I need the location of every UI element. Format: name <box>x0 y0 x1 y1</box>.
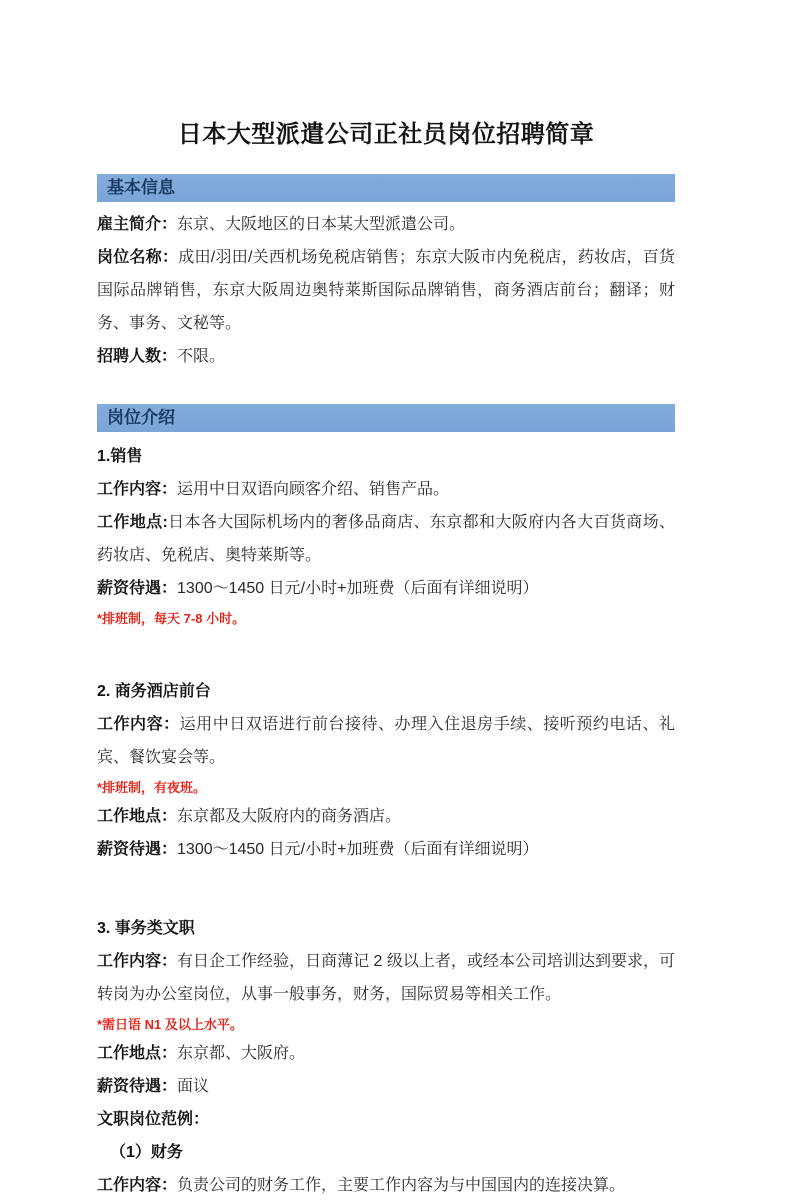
job-hotel-salary-row <box>97 833 675 866</box>
job-sales-salary-row <box>97 572 675 605</box>
position-row <box>97 241 675 340</box>
content-label: 工作内容： <box>97 716 180 733</box>
job-sales-location-row <box>97 506 675 572</box>
job-hotel-content-row <box>97 708 675 774</box>
position-value: 成田/羽田/关西机场免税店销售；东京大阪市内免税店，药妆店，百货国际品牌销售，东京大阪周边奥特莱斯国际品牌销售，商务酒店前台；翻译；财务、事务、文秘等。 <box>97 249 675 332</box>
employer-label: 雇主简介： <box>97 216 178 233</box>
job-hotel-location-row <box>97 800 675 833</box>
location-value: 东京都、大阪府。 <box>177 1045 306 1062</box>
headcount-row <box>97 340 675 373</box>
location-label: 工作地点： <box>97 1045 178 1062</box>
job-hotel-front-desk <box>97 675 675 866</box>
salary-value: 1300～1450 日元/小时+加班费（后面有详细说明） <box>177 841 539 858</box>
content-label: 工作内容： <box>97 953 178 970</box>
job-clerical-content-row <box>97 945 675 1011</box>
content-value: 运用中日双语向顾客介绍、销售产品。 <box>177 481 450 498</box>
job-clerical-note: *需日语 N1 及以上水平。 <box>97 1017 243 1032</box>
job-clerical-heading: 3. 事务类文职 <box>97 920 195 937</box>
location-label: 工作地点： <box>97 808 178 825</box>
job-hotel-note: *排班制，有夜班。 <box>97 780 207 795</box>
headcount-value: 不限。 <box>177 348 226 365</box>
location-value: 东京都及大阪府内的商务酒店。 <box>177 808 402 825</box>
section-header-basic-info: 基本信息 <box>97 174 675 202</box>
position-label: 岗位名称： <box>97 249 179 266</box>
headcount-label: 招聘人数： <box>97 348 178 365</box>
salary-label: 薪资待遇： <box>97 580 178 597</box>
content-value: 运用中日双语进行前台接待、办理入住退房手续、接听预约电话、礼宾、餐饮宴会等。 <box>97 716 675 766</box>
location-label: 工作地点: <box>97 514 168 531</box>
job-sales-note: *排班制，每天 7-8 小时。 <box>97 611 246 626</box>
content-label: 工作内容： <box>97 481 178 498</box>
content-value: 负责公司的财务工作，主要工作内容为与中国国内的连接决算。 <box>177 1177 626 1194</box>
employer-value: 东京、大阪地区的日本某大型派遣公司。 <box>177 216 466 233</box>
job-clerical-location-row <box>97 1037 675 1070</box>
salary-label: 薪资待遇： <box>97 1078 178 1095</box>
basic-info-section <box>97 202 675 373</box>
job-intro-section <box>97 432 675 1202</box>
job-clerical-salary-row <box>97 1070 675 1103</box>
job-sales-content-row <box>97 473 675 506</box>
job-sales-heading: 1.销售 <box>97 448 143 465</box>
salary-value: 面议 <box>177 1078 210 1095</box>
example-finance-heading: （1）财务 <box>110 1144 183 1161</box>
salary-label: 薪资待遇： <box>97 841 178 858</box>
content-label: 工作内容： <box>97 1177 178 1194</box>
location-value: 日本各大国际机场内的奢侈品商店、东京都和大阪府内各大百货商场、药妆店、免税店、奥特莱斯等。 <box>97 514 675 564</box>
salary-value: 1300～1450 日元/小时+加班费（后面有详细说明） <box>177 580 539 597</box>
document <box>97 0 675 1202</box>
clerical-examples-label: 文职岗位范例： <box>97 1111 210 1128</box>
job-hotel-heading: 2. 商务酒店前台 <box>97 683 211 700</box>
example-finance-content-row <box>97 1169 675 1202</box>
section-header-job-intro: 岗位介绍 <box>97 404 675 432</box>
page-title: 日本大型派遣公司正社员岗位招聘简章 <box>177 121 595 148</box>
content-value: 有日企工作经验，日商薄记 2 级以上者，或经本公司培训达到要求，可转岗为办公室岗位，从事一般事务，财务，国际贸易等相关工作。 <box>97 953 675 1003</box>
employer-row <box>97 208 675 241</box>
job-office-clerical <box>97 912 675 1202</box>
job-sales <box>97 440 675 629</box>
